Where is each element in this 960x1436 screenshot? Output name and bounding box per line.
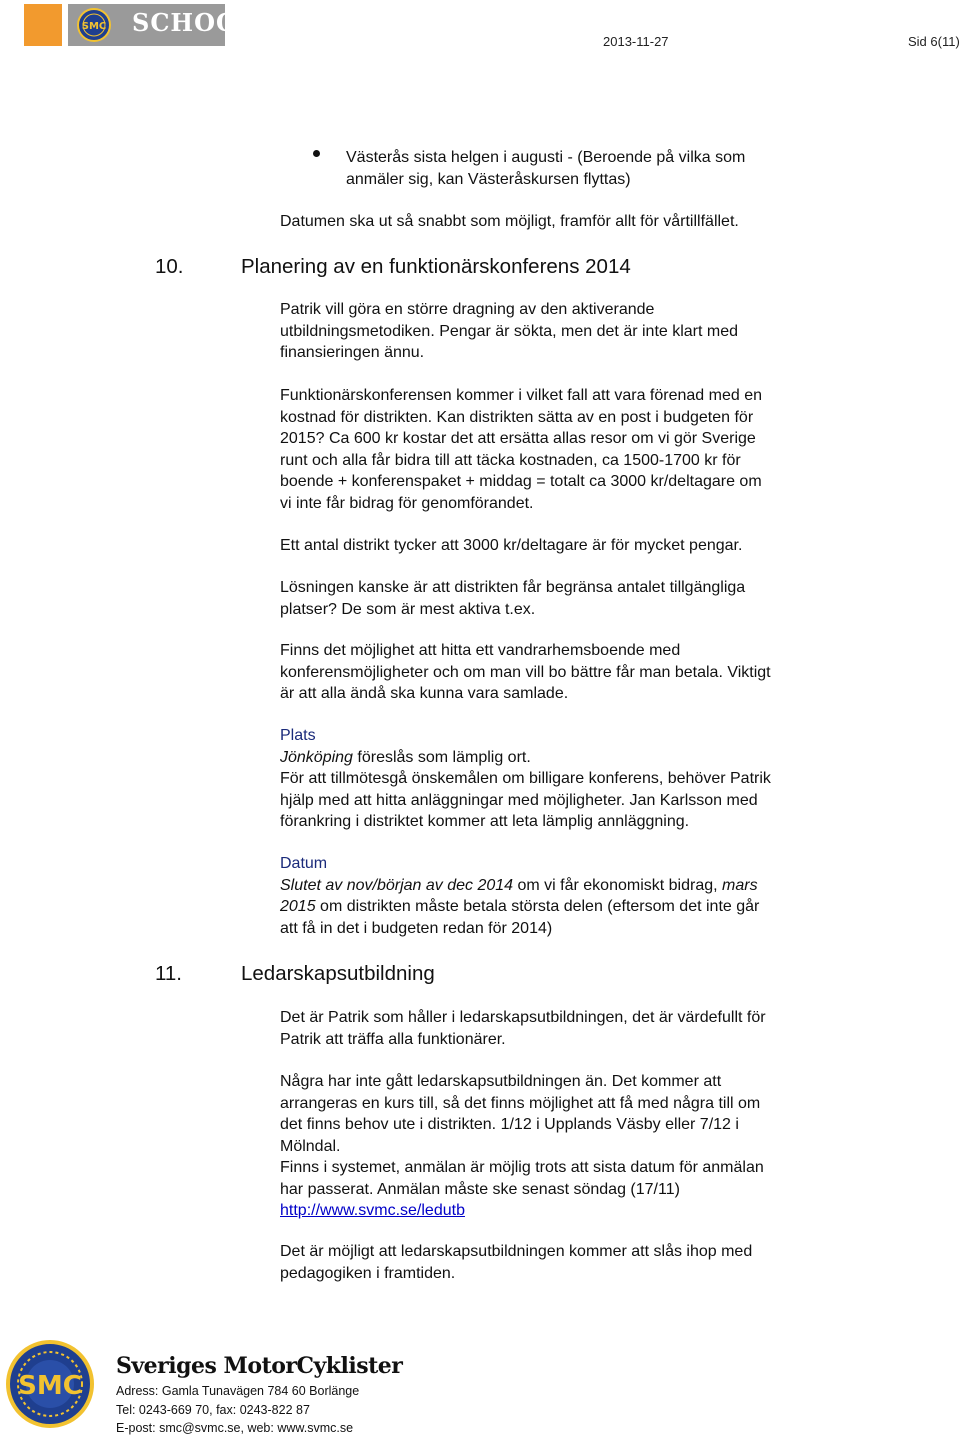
s10-paragraph-4: Lösningen kanske är att distrikten får begränsa antalet tillgängliga platser? De som är mest aktiva t.ex. <box>280 579 746 618</box>
page-number: Sid 6(11) <box>908 34 960 49</box>
s11-paragraph-1: Det är Patrik som håller i ledarskapsutbildningen, det är värdefullt för Patrik att träffa alla funktionärer. <box>280 1009 766 1048</box>
svg-text:SMC: SMC <box>81 21 107 32</box>
org-name: Sveriges MotorCyklister <box>116 1353 403 1379</box>
plats-line: Jönköping föreslås som lämplig ort. <box>280 748 531 766</box>
footer-address: Adress: Gamla Tunavägen 784 60 Borlänge <box>116 1384 360 1398</box>
s11-paragraph-3: Det är möjligt att ledarskapsutbildningen kommer att slås ihop med pedagogiken i framtiden. <box>280 1243 753 1282</box>
datum-block: Datum Slutet av nov/början av dec 2014 om vi får ekonomiskt bidrag, mars 2015 om distrikten måste betala största delen (eftersom det inte går att få in det i budgeten redan för 2014) <box>280 855 760 937</box>
document-date: 2013-11-27 <box>603 34 669 49</box>
svg-text:SMC: SMC <box>18 1371 82 1401</box>
logo-text: SCHOOL <box>132 8 256 37</box>
plats-block: Plats Jönköping föreslås som lämplig ort. För att tillmötesgå önskemålen om billigare konferens, behöver Patrik hjälp med att hitta anläggningar med möjligheter. Jan Karlsson med förankring i distriktet kommer att leta lämplig annläggning. <box>280 727 771 830</box>
bullet-dot <box>313 150 320 157</box>
section-11-title: Ledarskapsutbildning <box>241 962 435 985</box>
school-logo <box>68 4 256 46</box>
s10-paragraph-3: Ett antal distrikt tycker att 3000 kr/deltagare är för mycket pengar. <box>280 537 743 554</box>
ledutb-link[interactable]: http://www.svmc.se/ledutb <box>280 1202 465 1219</box>
footer-email: E-post: smc@svmc.se, web: www.svmc.se <box>116 1421 354 1435</box>
section-11-number: 11. <box>155 962 182 985</box>
datum-heading: Datum <box>280 855 328 872</box>
s10-paragraph-2: Funktionärskonferensen kommer i vilket fall att vara förenad med en kostnad för distrikten. Kan distrikten sätta av en post i budgeten för 2015? Ca 600 kr kostar det att ersätta allas resor om vi gör Sverige runt och alla får bidra till att täcka kostnaden, ca 1500-1700 kr för boende + konferenspaket + middag = totalt ca 3000 kr/deltagare om vi inte får bidrag för genomförandet. <box>280 387 763 512</box>
bullet-line-1: Västerås sista helgen i augusti - (Beroende på vilka som <box>346 149 746 166</box>
s10-paragraph-1: Patrik vill göra en större dragning av den aktiverande utbildningsmetodiken. Pengar är sökta, men det är inte klart med finansieringen ännu. <box>280 301 739 361</box>
bullet-line-2: anmäler sig, kan Västeråskursen flyttas) <box>346 171 631 188</box>
section-10-title: Planering av en funktionärskonferens 2014 <box>241 255 631 278</box>
section-10-number: 10. <box>155 255 184 278</box>
smc-footer-emblem-icon <box>6 1340 94 1428</box>
datum-note: Datumen ska ut så snabbt som möjligt, framför allt för vårtillfället. <box>280 213 739 230</box>
s10-paragraph-5: Finns det möjlighet att hitta ett vandrarhemsboende med konferensmöjligheter och om man vill bo bättre får man betala. Viktigt är att alla ändå ska kunna vara samlade. <box>280 642 771 702</box>
s11-paragraph-2: Några har inte gått ledarskapsutbildningen än. Det kommer att arrangeras en kurs till, så det finns möjlighet att få med några till om det finns behov ute i distrikten. 1/12 i Upplands Väsby eller 7/12 i Mölndal. Finns i systemet, anmälan är möjlig trots att sista datum för anmälan har passerat. Anmälan måste ske senast söndag (17/11) http://www.svmc.se/ledutb <box>280 1073 764 1219</box>
smc-emblem-icon <box>77 8 111 42</box>
plats-heading: Plats <box>280 727 316 744</box>
footer-phone: Tel: 0243-669 70, fax: 0243-822 87 <box>116 1403 310 1417</box>
logo-orange-block <box>24 4 62 46</box>
